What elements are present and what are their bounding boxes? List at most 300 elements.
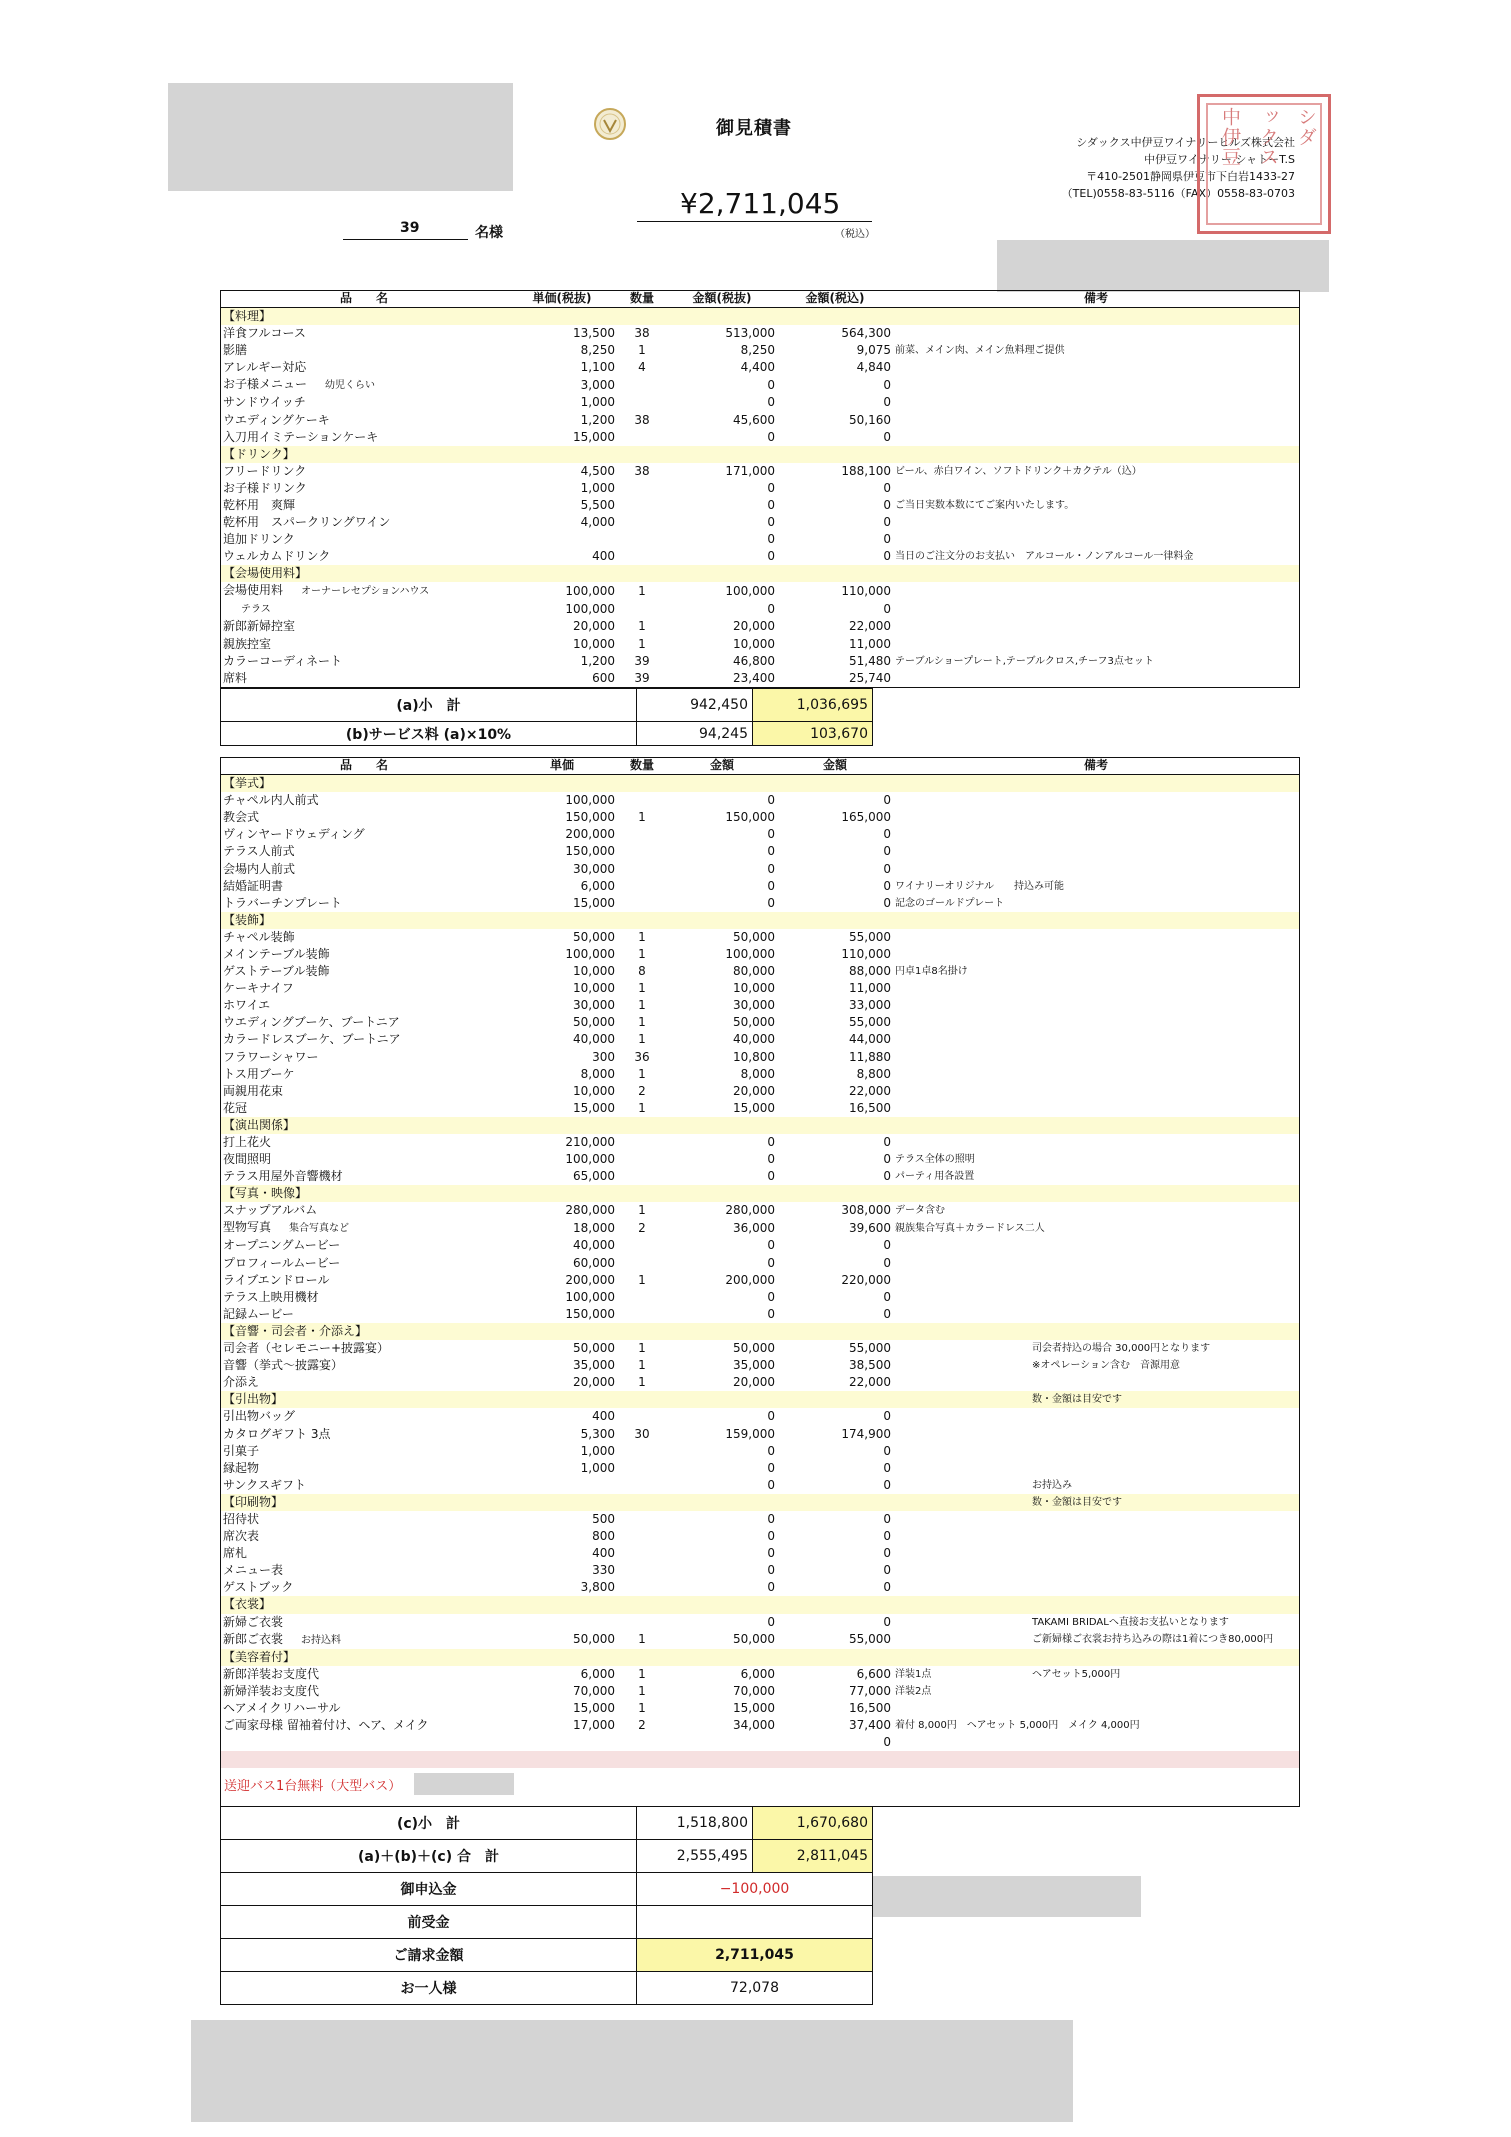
amount-inc-tax: 0 <box>883 1460 891 1475</box>
table-row <box>221 1408 1299 1425</box>
amount-ex-tax: 0 <box>767 532 775 547</box>
quantity <box>617 548 667 565</box>
item-note-2 <box>1030 826 1299 843</box>
unit-price: 10,000 <box>573 981 615 996</box>
unit-price: 150,000 <box>565 810 615 825</box>
amount-inc-tax: 0 <box>883 793 891 808</box>
col-qty: 数量 <box>617 757 667 775</box>
amount-inc-tax: 55,000 <box>849 929 891 944</box>
unit-price: 5,500 <box>580 497 615 512</box>
item-name: 会場使用料 <box>223 583 284 598</box>
unit-price: 35,000 <box>573 1358 615 1373</box>
item-note-2 <box>1030 1219 1299 1237</box>
unit-price: 600 <box>592 670 615 685</box>
amount-ex-tax: 0 <box>767 395 775 410</box>
unit-price: 15,000 <box>573 1100 615 1115</box>
item-note-2 <box>1030 1134 1299 1151</box>
section-note <box>1030 1185 1299 1202</box>
redacted-block <box>873 1876 1141 1917</box>
table-row <box>221 600 1299 618</box>
amount-ex-tax: 280,000 <box>725 1203 775 1218</box>
table-row <box>221 1219 1299 1237</box>
table-row <box>221 376 1299 394</box>
advance-value <box>637 1906 873 1939</box>
item-name: ご両家母様 留袖着付け、ヘア、メイク <box>223 1718 429 1733</box>
amount-inc-tax: 165,000 <box>841 810 891 825</box>
amount-inc-tax: 0 <box>883 1477 891 1492</box>
table-row <box>221 929 1299 946</box>
table-row <box>221 1631 1299 1649</box>
section-note <box>1030 1596 1299 1613</box>
deposit-value: −100,000 <box>637 1873 873 1906</box>
billing-label: ご請求金額 <box>221 1939 637 1972</box>
item-note-2 <box>1030 963 1299 980</box>
item-note <box>893 946 1030 963</box>
item-name: オープニングムービー <box>223 1238 341 1253</box>
subtotal-a-label: (a)小 計 <box>221 689 637 722</box>
per-person-value: 72,078 <box>637 1972 873 2005</box>
unit-price: 100,000 <box>565 601 615 616</box>
amount-inc-tax: 0 <box>883 1735 891 1750</box>
col-amount-ex: 金額(税抜) <box>667 290 777 308</box>
item-note: 記念のゴールドプレート <box>895 897 1005 909</box>
amount-ex-tax: 50,000 <box>733 1015 775 1030</box>
quantity <box>617 1528 667 1545</box>
unit-price: 1,100 <box>580 360 615 375</box>
item-name: 乾杯用 爽輝 <box>223 497 296 512</box>
amount-ex-tax: 4,400 <box>740 360 775 375</box>
company-subname: 中伊豆ワイナリー シャトーT.S <box>1144 153 1295 166</box>
item-note <box>893 600 1299 618</box>
item-name: 型物写真 <box>223 1220 272 1235</box>
col-qty: 数量 <box>617 290 667 308</box>
amount-inc-tax: 16,500 <box>849 1700 891 1715</box>
amount-inc-tax: 110,000 <box>841 946 891 961</box>
item-name: 入刀用イミテーションケーキ <box>223 429 379 444</box>
item-note: ご当日実数本数にてご案内いたします。 <box>895 499 1075 511</box>
unit-price: 20,000 <box>573 619 615 634</box>
item-note <box>893 980 1030 997</box>
unit-price: 100,000 <box>565 946 615 961</box>
quantity: 8 <box>638 964 646 979</box>
item-name: 招待状 <box>223 1511 260 1526</box>
subtotal-a-inc: 1,036,695 <box>753 689 873 722</box>
item-name: メニュー表 <box>223 1563 284 1578</box>
seal-text-1: シダ <box>1295 107 1317 147</box>
quantity: 39 <box>634 653 650 668</box>
item-note-2 <box>1030 1460 1299 1477</box>
amount-ex-tax: 0 <box>767 1409 775 1424</box>
unit-price: 6,000 <box>580 878 615 893</box>
section-label: 【写真・映像】 <box>223 1186 308 1201</box>
table-row <box>221 394 1299 411</box>
item-note <box>893 843 1030 860</box>
item-name: テラス人前式 <box>223 844 295 859</box>
amount-inc-tax: 55,000 <box>849 1015 891 1030</box>
amount-ex-tax: 23,400 <box>733 670 775 685</box>
unit-price: 210,000 <box>565 1135 615 1150</box>
amount-ex-tax: 20,000 <box>733 1083 775 1098</box>
item-note <box>893 376 1299 394</box>
unit-price: 3,000 <box>580 377 615 392</box>
section-header-row <box>221 912 1299 929</box>
item-name: 結婚証明書 <box>223 878 284 893</box>
item-note <box>893 792 1030 809</box>
unit-price: 8,250 <box>580 343 615 358</box>
item-name: 教会式 <box>223 810 260 825</box>
item-name: ウエディングブーケ、ブートニア <box>223 1015 400 1030</box>
quantity <box>617 1151 667 1168</box>
amount-ex-tax: 0 <box>767 1546 775 1561</box>
amount-ex-tax: 8,000 <box>740 1066 775 1081</box>
section-note <box>1030 1117 1299 1134</box>
amount-inc-tax: 110,000 <box>841 583 891 598</box>
amount-inc-tax: 0 <box>883 827 891 842</box>
amount-ex-tax: 0 <box>767 1306 775 1321</box>
unit-price: 50,000 <box>573 1015 615 1030</box>
seal-text-2: ックス <box>1257 107 1279 167</box>
table-row <box>221 1683 1299 1700</box>
amount-inc-tax: 55,000 <box>849 1341 891 1356</box>
amount-inc-tax: 22,000 <box>849 1375 891 1390</box>
item-note: ビール、赤白ワイン、ソフトドリンク＋カクテル（込） <box>895 465 1142 477</box>
amount-inc-tax: 11,880 <box>849 1049 891 1064</box>
table-row <box>221 1255 1299 1272</box>
table2-header <box>221 757 1299 775</box>
table-row <box>221 618 1299 635</box>
item-note <box>893 394 1299 411</box>
amount-inc-tax: 0 <box>883 601 891 616</box>
amount-inc-tax: 11,000 <box>849 636 891 651</box>
quantity: 1 <box>638 1683 646 1698</box>
amount-ex-tax: 0 <box>767 1135 775 1150</box>
table-row <box>221 480 1299 497</box>
amount-inc-tax: 11,000 <box>849 981 891 996</box>
amount-ex-tax: 36,000 <box>733 1220 775 1235</box>
item-name: メインテーブル装飾 <box>223 946 330 961</box>
unit-price: 10,000 <box>573 1083 615 1098</box>
quantity: 1 <box>638 998 646 1013</box>
table-row <box>221 1066 1299 1083</box>
item-note <box>893 997 1030 1014</box>
amount-inc-tax: 0 <box>883 1306 891 1321</box>
amount-inc-tax: 50,160 <box>849 412 891 427</box>
amount-ex-tax: 0 <box>767 1563 775 1578</box>
section-header-row <box>221 1323 1299 1340</box>
advance-label: 前受金 <box>221 1906 637 1939</box>
quantity <box>617 1255 667 1272</box>
item-note <box>893 1014 1030 1031</box>
item-note-2 <box>1030 1511 1299 1528</box>
company-name: シダックス中伊豆ワイナリーヒルズ株式会社 <box>1076 136 1295 149</box>
item-note-2 <box>1030 1579 1299 1596</box>
table1-header <box>221 290 1299 308</box>
unit-price: 6,000 <box>580 1666 615 1681</box>
redacted-block <box>191 2020 1073 2122</box>
amount-ex-tax: 30,000 <box>733 998 775 1013</box>
total-amount: ¥2,711,045 <box>680 187 841 220</box>
table-row <box>221 514 1299 531</box>
table-row <box>221 429 1299 446</box>
item-note-2 <box>1030 980 1299 997</box>
table-row <box>221 670 1299 687</box>
item-note: テラス全体の照明 <box>895 1154 975 1166</box>
item-subnote: オーナーレセプションハウス <box>301 586 430 598</box>
item-note-2 <box>1030 1202 1299 1219</box>
item-note-2: TAKAMI BRIDALへ直接お支払いとなります <box>1032 1616 1229 1628</box>
amount-ex-tax: 46,800 <box>733 653 775 668</box>
unit-price: 280,000 <box>565 1203 615 1218</box>
unit-price: 15,000 <box>573 429 615 444</box>
amount-inc-tax: 0 <box>883 1169 891 1184</box>
amount-ex-tax: 0 <box>767 844 775 859</box>
item-note <box>893 1734 1030 1751</box>
item-note: 当日のご注文分のお支払い アルコール・ノンアルコール一律料金 <box>895 551 1194 563</box>
unit-price: 3,800 <box>580 1580 615 1595</box>
amount-inc-tax: 0 <box>883 1409 891 1424</box>
amount-inc-tax: 0 <box>883 895 891 910</box>
section-header-row <box>221 1596 1299 1613</box>
item-note-2 <box>1030 1014 1299 1031</box>
table-row <box>221 1134 1299 1151</box>
table-row <box>221 1289 1299 1306</box>
amount-ex-tax: 0 <box>767 1169 775 1184</box>
redacted-block <box>168 83 513 191</box>
subtotal-c-inc: 1,670,680 <box>753 1807 873 1840</box>
amount-inc-tax: 22,000 <box>849 1083 891 1098</box>
amount-ex-tax: 0 <box>767 1443 775 1458</box>
item-note-2 <box>1030 809 1299 826</box>
quantity <box>617 895 667 912</box>
item-note <box>893 1100 1030 1117</box>
col-note: 備考 <box>893 757 1299 775</box>
amount-ex-tax: 0 <box>767 377 775 392</box>
table-row <box>221 1666 1299 1683</box>
quantity <box>617 394 667 411</box>
table-row <box>221 843 1299 860</box>
highlight-row <box>221 1751 1299 1768</box>
subtotal-table-1 <box>220 688 873 746</box>
amount-inc-tax: 0 <box>883 1511 891 1526</box>
item-note-2 <box>1030 1443 1299 1460</box>
quantity: 1 <box>638 1358 646 1373</box>
quantity <box>617 792 667 809</box>
amount-inc-tax: 0 <box>883 1238 891 1253</box>
amount-ex-tax: 50,000 <box>733 929 775 944</box>
item-note <box>893 1511 1030 1528</box>
amount-inc-tax: 0 <box>883 1529 891 1544</box>
amount-ex-tax: 45,600 <box>733 412 775 427</box>
totals-table <box>220 1806 873 2005</box>
quantity <box>617 480 667 497</box>
item-note-2 <box>1030 1289 1299 1306</box>
amount-ex-tax: 0 <box>767 1289 775 1304</box>
quantity <box>617 826 667 843</box>
table-row <box>221 1100 1299 1117</box>
unit-price: 400 <box>592 1546 615 1561</box>
amount-ex-tax: 0 <box>767 515 775 530</box>
unit-price: 40,000 <box>573 1032 615 1047</box>
unit-price: 1,200 <box>580 412 615 427</box>
item-note <box>893 1477 1030 1494</box>
quantity: 1 <box>638 619 646 634</box>
amount-ex-tax: 10,000 <box>733 636 775 651</box>
item-note <box>893 514 1299 531</box>
quantity <box>617 1237 667 1254</box>
quantity: 36 <box>634 1049 650 1064</box>
quantity: 1 <box>638 1666 646 1681</box>
item-note: 洋装2点 <box>895 1685 932 1697</box>
item-note-2 <box>1030 1066 1299 1083</box>
section-label: 【挙式】 <box>223 776 272 791</box>
unit-price: 20,000 <box>573 1375 615 1390</box>
guest-count: 39 <box>400 220 420 236</box>
unit-price: 500 <box>592 1511 615 1526</box>
amount-inc-tax: 0 <box>883 532 891 547</box>
unit-price <box>507 531 617 548</box>
item-name: お子様メニュー <box>223 377 308 392</box>
item-note: データ含む <box>895 1205 945 1217</box>
item-name: 音響（挙式～披露宴） <box>223 1358 344 1373</box>
quantity <box>617 600 667 618</box>
section-label: 【引出物】 <box>223 1392 284 1407</box>
estimate-table-food <box>221 290 1299 687</box>
item-note <box>893 531 1299 548</box>
amount-inc-tax: 220,000 <box>841 1272 891 1287</box>
amount-inc-tax: 0 <box>883 377 891 392</box>
quantity <box>617 1734 667 1751</box>
item-note-2 <box>1030 1545 1299 1562</box>
amount-ex-tax: 50,000 <box>733 1632 775 1647</box>
item-note-2: お持込み <box>1032 1479 1072 1491</box>
amount-ex-tax: 100,000 <box>725 946 775 961</box>
amount-inc-tax: 8,800 <box>856 1066 891 1081</box>
quantity: 1 <box>638 636 646 651</box>
amount-ex-tax: 0 <box>767 827 775 842</box>
quantity: 1 <box>638 1032 646 1047</box>
unit-price: 100,000 <box>565 1152 615 1167</box>
quantity: 1 <box>638 1632 646 1647</box>
table-row <box>221 1734 1299 1751</box>
grand-total-inc: 2,811,045 <box>753 1840 873 1873</box>
deposit-label: 御申込金 <box>221 1873 637 1906</box>
amount-ex-tax: 0 <box>767 601 775 616</box>
quantity <box>617 1306 667 1323</box>
billing-value: 2,711,045 <box>637 1939 873 1972</box>
amount-ex-tax: 0 <box>767 429 775 444</box>
item-note-2 <box>1030 1408 1299 1425</box>
amount-ex-tax: 35,000 <box>733 1358 775 1373</box>
amount-inc-tax: 37,400 <box>849 1718 891 1733</box>
amount-ex-tax: 0 <box>767 1511 775 1526</box>
item-name: 席札 <box>223 1546 248 1561</box>
table-row <box>221 1374 1299 1391</box>
section-label: 【衣裳】 <box>223 1597 272 1612</box>
item-name: アレルギー対応 <box>223 360 307 375</box>
amount-ex-tax: 0 <box>767 1580 775 1595</box>
venue-logo <box>592 106 628 142</box>
amount-inc-tax: 44,000 <box>849 1032 891 1047</box>
quantity <box>617 1443 667 1460</box>
quantity: 2 <box>638 1220 646 1235</box>
quantity: 1 <box>638 1272 646 1287</box>
unit-price <box>507 1734 617 1751</box>
unit-price: 50,000 <box>573 929 615 944</box>
amount-ex-tax <box>667 1734 777 1751</box>
amount-ex-tax: 10,000 <box>733 981 775 996</box>
item-note-2 <box>1030 843 1299 860</box>
table-row <box>221 1340 1299 1357</box>
item-note <box>893 1340 1030 1357</box>
amount-ex-tax: 50,000 <box>733 1341 775 1356</box>
item-note-2 <box>1030 1683 1299 1700</box>
amount-inc-tax: 38,500 <box>849 1358 891 1373</box>
unit-price: 30,000 <box>573 998 615 1013</box>
unit-price: 15,000 <box>573 1700 615 1715</box>
amount-inc-tax: 308,000 <box>841 1203 891 1218</box>
table-row <box>221 653 1299 670</box>
item-note-2 <box>1030 1528 1299 1545</box>
item-subnote: テラス <box>241 604 271 616</box>
item-name: 司会者（セレモニー+披露宴） <box>223 1341 390 1356</box>
item-note-2 <box>1030 946 1299 963</box>
item-name: 乾杯用 スパークリングワイン <box>223 515 391 530</box>
item-note <box>893 429 1299 446</box>
amount-inc-tax: 88,000 <box>849 964 891 979</box>
item-name: ケーキナイフ <box>223 981 294 996</box>
quantity: 38 <box>634 412 650 427</box>
unit-price <box>507 1477 617 1494</box>
quantity: 4 <box>638 360 646 375</box>
amount-ex-tax: 0 <box>767 1529 775 1544</box>
amount-ex-tax: 0 <box>767 480 775 495</box>
item-note-2 <box>1030 792 1299 809</box>
item-note-2 <box>1030 1306 1299 1323</box>
section-label: 【音響・司会者・介添え】 <box>223 1323 368 1338</box>
section-label: 【印刷物】 <box>223 1494 284 1509</box>
table-row <box>221 1545 1299 1562</box>
item-name: 洋食フルコース <box>223 326 306 341</box>
item-note <box>893 1255 1030 1272</box>
section-header-row <box>221 565 1299 582</box>
amount-inc-tax: 33,000 <box>849 998 891 1013</box>
grand-total-label: (a)＋(b)＋(c) 合 計 <box>221 1840 637 1873</box>
table-row <box>221 1272 1299 1289</box>
amount-inc-tax: 0 <box>883 497 891 512</box>
item-note: テーブルショープレート,テーブルクロス,チーフ3点セット <box>895 655 1154 667</box>
quantity: 1 <box>638 343 646 358</box>
quantity <box>617 1545 667 1562</box>
table-row <box>221 1425 1299 1442</box>
item-name: 引出物バッグ <box>223 1409 296 1424</box>
unit-price: 70,000 <box>573 1683 615 1698</box>
item-note-2 <box>1030 1168 1299 1185</box>
item-note-2 <box>1030 1237 1299 1254</box>
quantity: 1 <box>638 929 646 944</box>
item-note <box>893 1408 1030 1425</box>
item-note-2 <box>1030 1425 1299 1442</box>
table-row <box>221 826 1299 843</box>
item-note <box>893 359 1299 376</box>
col-note: 備考 <box>893 290 1299 308</box>
amount-ex-tax: 80,000 <box>733 964 775 979</box>
unit-price: 1,000 <box>580 1460 615 1475</box>
company-phone: （TEL)0558-83-5116（FAX）0558-83-0703 <box>1061 187 1295 200</box>
amount-inc-tax: 0 <box>883 1614 891 1629</box>
amount-ex-tax: 8,250 <box>740 343 775 358</box>
table-row <box>221 1717 1299 1734</box>
item-note <box>893 1049 1030 1066</box>
